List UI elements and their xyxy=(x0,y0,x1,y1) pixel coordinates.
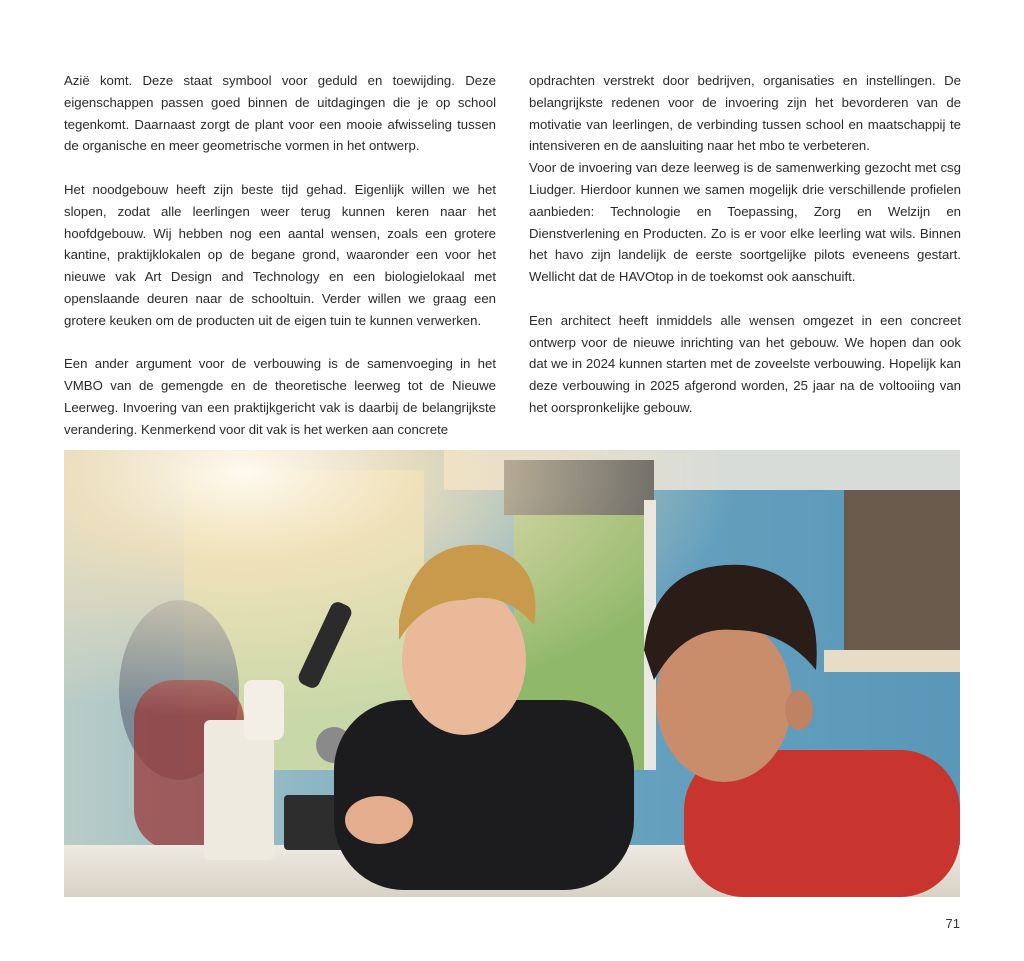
paragraph: Het noodgebouw heeft zijn beste tijd gehad. Eigenlijk willen we het slopen, zodat alle leerlingen weer terug kunnen keren naar het hoofdgebouw. Wij hebben nog een aantal wensen, zoals een grotere kantine, praktijklokalen op de begane grond, waaronder een voor het nieuwe vak Art Design and Technology en een biologielokaal met openslaande deuren naar de schooltuin. Verder willen we graag een grotere keuken om de producten uit de eigen tuin te kunnen verwerken. xyxy=(64,181,496,328)
page-number: 71 xyxy=(945,916,960,931)
boy-left-hand xyxy=(345,796,413,844)
boy-right-ear xyxy=(785,690,813,730)
paragraph: Een architect heeft inmiddels alle wensen omgezet in een concreet ontwerp voor de nieuwe inrichting van het gebouw. We hopen dan ook dat we in 2024 kunnen starten met de zoveelste verbouwing. Hopelijk kan deze verbouwing in 2025 afgerond worden, 25 jaar na de voltooiing van het oorspronkelijke gebouw. xyxy=(529,312,961,415)
classroom-photo xyxy=(64,450,960,897)
microscope-arm xyxy=(244,680,284,740)
right-text-column xyxy=(529,70,961,419)
paragraph: opdrachten verstrekt door bedrijven, organisaties en instellingen. De belangrijkste redenen voor de invoering zijn het bevorderen van de motivatie van leerlingen, de verbinding tussen school en maatschappij te intensiveren en de aansluiting naar het mbo te verbeteren. xyxy=(529,73,961,154)
paragraph: Azië komt. Deze staat symbool voor geduld en toewijding. Deze eigenschappen passen goed binnen de uitdagingen die je op school tegenkomt. Daarnaast zorgt de plant voor een mooie afwisseling tussen de organische en meer geometrische vormen in het ontwerp. xyxy=(64,73,496,154)
paragraph: Voor de invoering van deze leerweg is de samenwerking gezocht met csg Liudger. Hierdoor kunnen we samen mogelijk drie verschillende profielen aanbieden: Technologie en Toepassing, Zorg en Welzijn en Dienstverlening en Producten. Zo is er voor elke leerling wat wils. Binnen het havo zijn landelijk de eerste soortgelijke pilots eveneens gestart. Wellicht dat de HAVOtop in de toekomst ook aanschuift. xyxy=(529,160,961,285)
left-text-column xyxy=(64,70,496,441)
microscope-base xyxy=(204,720,274,860)
paragraph: Een ander argument voor de verbouwing is de samenvoeging in het VMBO van de gemengde en de theoretische leerweg tot de Nieuwe Leerweg. Invoering van een praktijkgericht vak is daarbij de belangrijkste verandering. Kenmerkend voor dit vak is het werken aan concrete xyxy=(64,356,496,437)
